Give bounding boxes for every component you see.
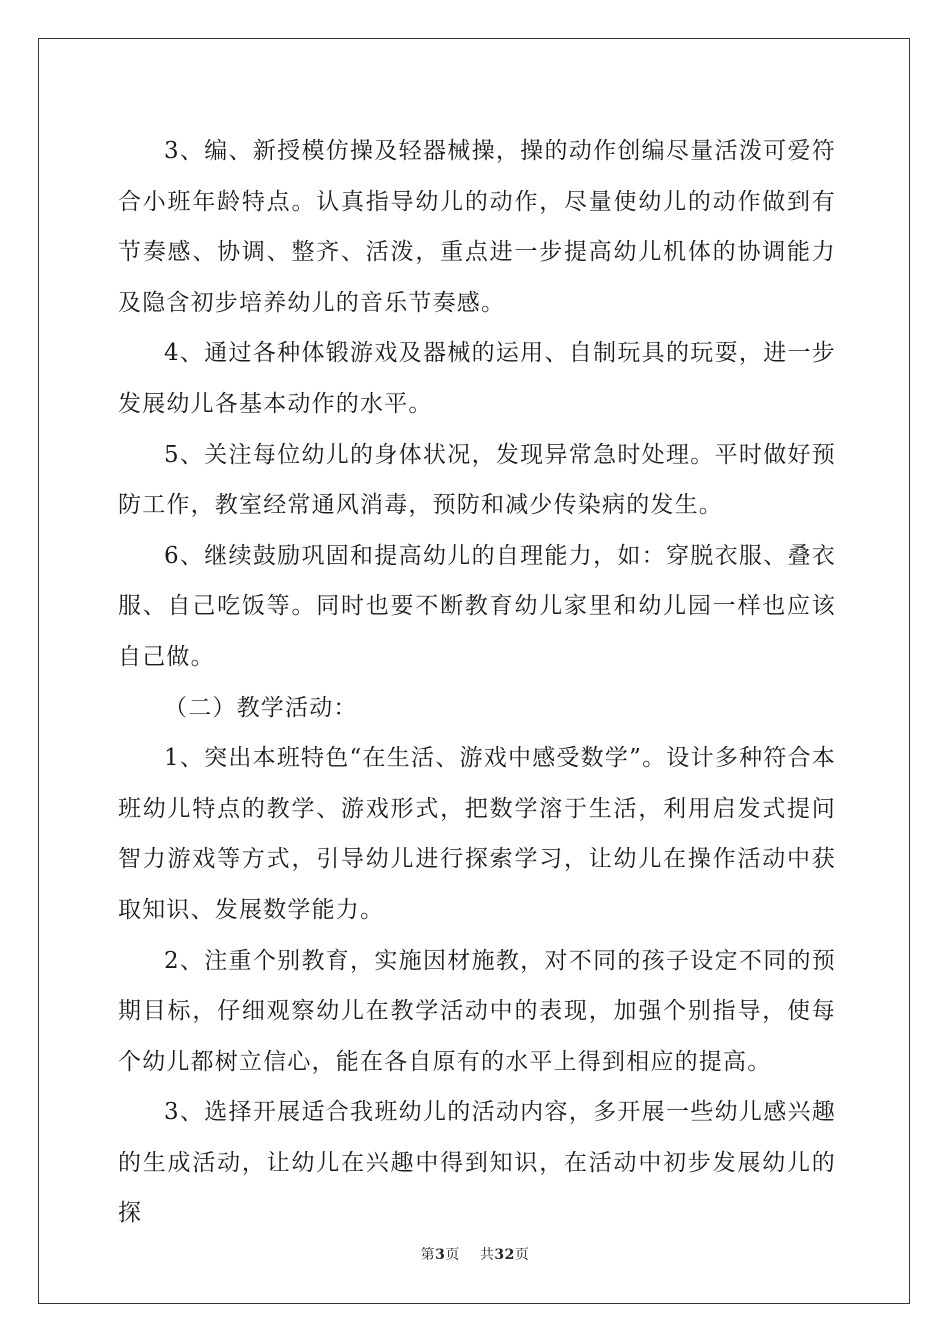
paragraph-item-3: 3、编、新授模仿操及轻器械操，操的动作创编尽量活泼可爱符合小班年龄特点。认真指导幼儿的动作，尽量使幼儿的动作做到有节奏感、协调、整齐、活泼，重点进一步提高幼儿机体的协调能力及隐含初步培养幼儿的音乐节奏感。 [118,138,836,316]
total-unit: 页 [514,1247,530,1263]
paragraph-item-5: 5、关注每位幼儿的身体状况，发现异常急时处理。平时做好预防工作，教室经常通风消毒，预防和减少传染病的发生。 [118,441,836,519]
page-total: 32 [494,1247,515,1263]
page-prefix: 第 [420,1247,436,1263]
total-prefix: 共 [479,1247,495,1263]
section-heading: （二）教学活动： [164,694,358,721]
document-body [118,126,836,1239]
paragraph-item-4: 4、通过各种体锻游戏及器械的运用、自制玩具的玩耍，进一步发展幼儿各基本动作的水平。 [118,340,836,417]
page-unit: 页 [445,1247,460,1263]
paragraph-item-6: 6、继续鼓励巩固和提高幼儿的自理能力，如：穿脱衣服、叠衣服、自己吃饭等。同时也要不断教育幼儿家里和幼儿园一样也应该自己做。 [118,542,836,670]
page-footer [0,1244,950,1264]
teaching-item-1: 1、突出本班特色“在生活、游戏中感受数学”。设计多种符合本班幼儿特点的教学、游戏形式，把数学溶于生活，利用启发式提问智力游戏等方式，引导幼儿进行探索学习，让幼儿在操作活动中获取知识、发展数学能力。 [118,745,836,923]
teaching-item-2: 2、注重个别教育，实施因材施教，对不同的孩子设定不同的预期目标，仔细观察幼儿在教学活动中的表现，加强个别指导，使每个幼儿都树立信心，能在各自原有的水平上得到相应的提高。 [118,947,836,1075]
page-current: 3 [435,1247,446,1263]
teaching-item-3: 3、选择开展适合我班幼儿的活动内容，多开展一些幼儿感兴趣的生成活动，让幼儿在兴趣中得到知识，在活动中初步发展幼儿的探 [118,1099,836,1227]
